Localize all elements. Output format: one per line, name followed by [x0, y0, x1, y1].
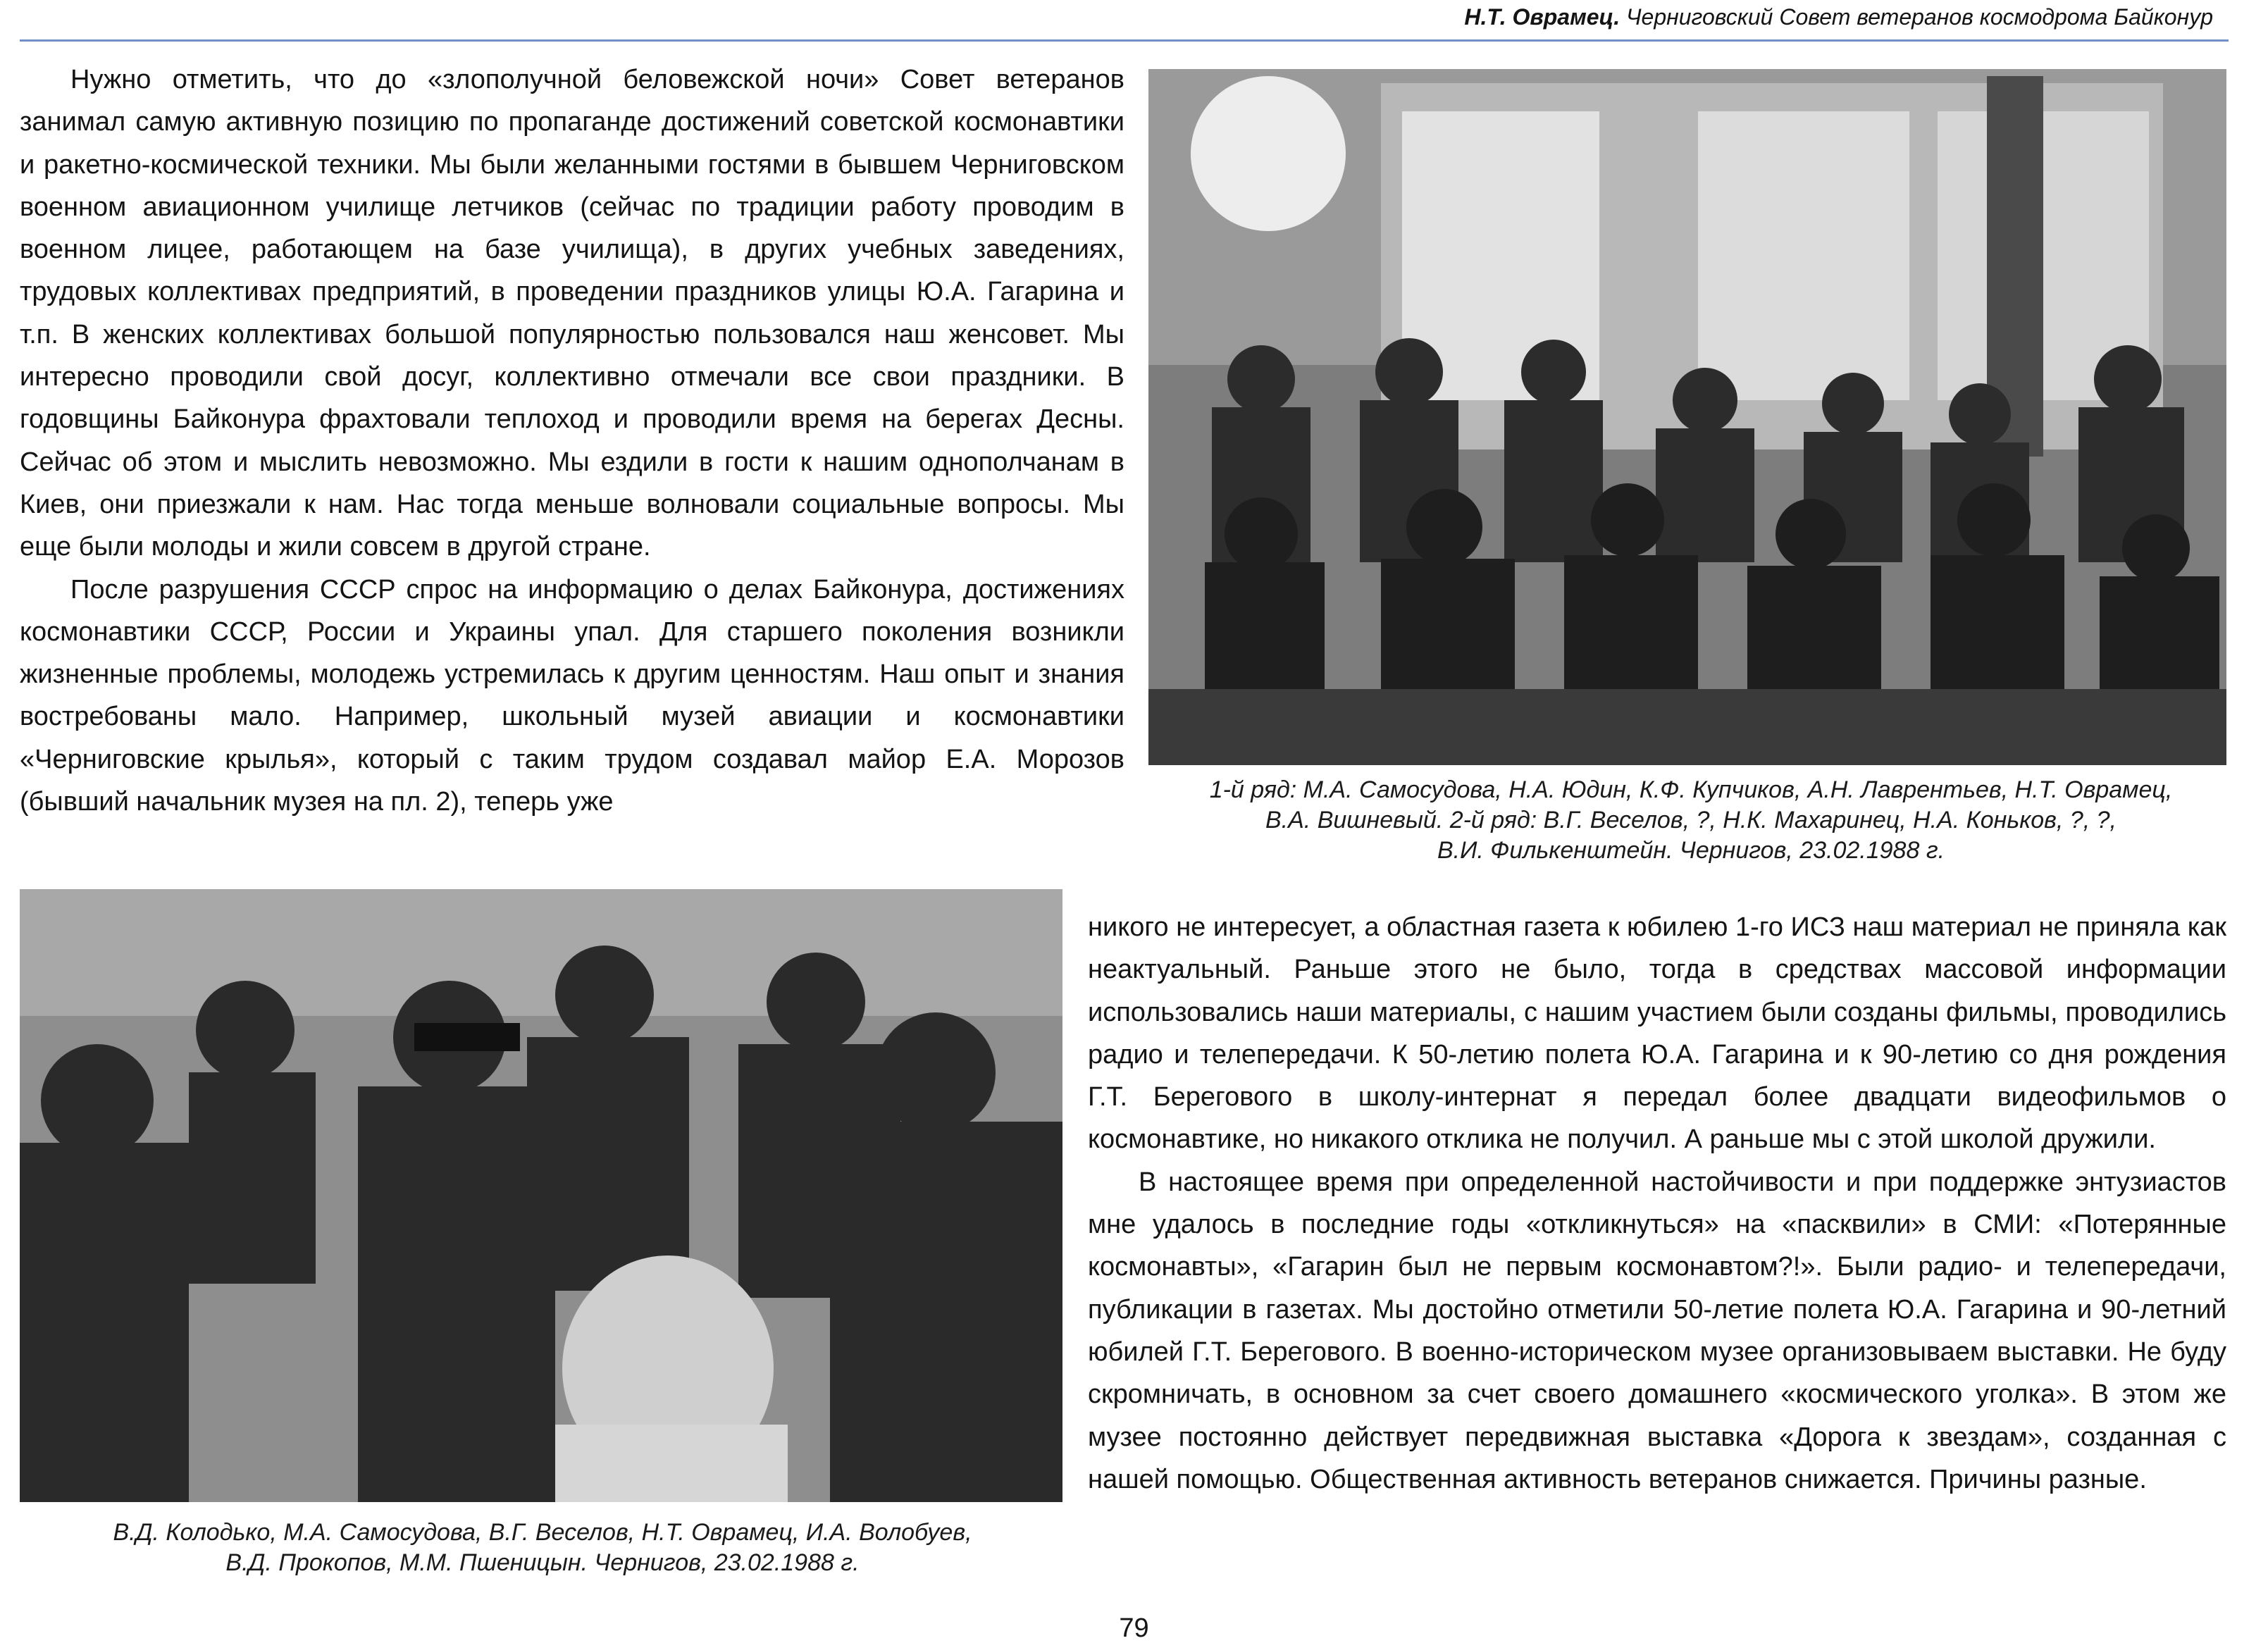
caption-2-line-1: В.Д. Колодько, М.А. Самосудова, В.Г. Веселов, Н.Т. Оврамец, И.А. Волобуев, — [113, 1519, 972, 1546]
photo-group-portrait-caption — [1141, 775, 2241, 866]
caption-2-line-2: В.Д. Прокопов, М.М. Пшеницын. Чернигов, 23.02.1988 г. — [225, 1549, 860, 1576]
running-header — [20, 0, 2229, 42]
paragraph-2-start: После разрушения СССР спрос на информацию о делах Байконура, достижениях космонавтики СССР, России и Украины упал. Для старшего поколения возникли жизненные проблемы, молодежь устремилась к другим ценностям. Наш опыт и знания востребованы мало. Например, школьный музей авиации и космонавтики «Черниговские крылья», который с таким трудом создавал майор Е.А. Морозов (бывший начальник музея на пл. 2), теперь уже — [20, 574, 1124, 817]
header-author: Н.Т. Оврамец. — [1464, 4, 1621, 30]
photo-seated-audience-image — [20, 889, 1062, 1502]
text-column-top-left — [20, 58, 1124, 823]
photo-group-portrait — [1148, 69, 2226, 765]
page-number: 79 — [1119, 1613, 1149, 1643]
paragraph-3: В настоящее время при определенной настойчивости и при поддержке энтузиастов мне удалось в последние годы «откликнуться» на «пасквили» в СМИ: «Потерянные космонавты», «Гагарин был не первым космонавтом?!». Были радио- и телепередачи, публикации в газетах. Мы достойно отметили 50-летие полета Ю.А. Гагарина и 90-летний юбилей Г.Т. Берегового. В военно-историческом музее организовываем выставки. Не буду скромничать, в основном за счет своего домашнего «космического уголка». В этом же музее постоянно действует передвижная выставка «Дорога к звездам», созданная с нашей помощью. Общественная активность ветеранов снижается. Причины разные. — [1088, 1167, 2226, 1494]
caption-1-line-1: 1-й ряд: М.А. Самосудова, Н.А. Юдин, К.Ф. Купчиков, А.Н. Лаврентьев, Н.Т. Оврамец, — [1209, 776, 2173, 803]
paragraph-2-continued: никого не интересует, а областная газета к юбилею 1-го ИСЗ наш материал не приняла как неактуальный. Раньше этого не было, тогда в средствах массовой информации использовались наши материалы, с нашим участием были созданы фильмы, проводились радио и телепередачи. К 50-летию полета Ю.А. Гагарина и к 90-летию со дня рождения Г.Т. Берегового в школу-интернат я передал более двадцати видеофильмов о космонавтике, но никакого отклика не получил. А раньше мы с этой школой дружили. — [1088, 912, 2226, 1155]
photo-seated-audience — [20, 889, 1062, 1502]
paragraph-1: Нужно отметить, что до «злополучной беловежской ночи» Совет ветеранов занимал самую активную позицию по пропаганде достижений советской космонавтики и ракетно-космической техники. Мы были желанными гостями в бывшем Черниговском военном авиационном училище летчиков (сейчас по традиции работу проводим в военном лицее, работающем на базе училища), в других учебных заведениях, трудовых коллективах предприятий, в проведении праздников улицы Ю.А. Гагарина и т.п. В женских коллективах большой популярностью пользовался наш женсовет. Мы интересно проводили свой досуг, коллективно отмечали все свои праздники. В годовщины Байконура фрахтовали теплоход и проводили время на берегах Десны. Сейчас об этом и мыслить невозможно. Мы ездили в гости к нашим однополчанам в Киев, они приезжали к нам. Нас тогда меньше волновали социальные вопросы. Мы еще были молоды и жили совсем в другой стране. — [20, 65, 1124, 562]
photo-seated-audience-caption — [14, 1518, 1071, 1578]
text-column-bottom-right — [1088, 906, 2226, 1501]
header-title: Черниговский Совет ветеранов космодрома Байконур — [1625, 4, 2213, 30]
caption-1-line-3: В.И. Филькенштейн. Чернигов, 23.02.1988 г. — [1437, 837, 1945, 864]
caption-1-line-2: В.А. Вишневый. 2-й ряд: В.Г. Веселов, ?, Н.К. Махаринец, Н.А. Коньков, ?, ?, — [1265, 807, 2117, 833]
header-text — [1464, 4, 2213, 30]
photo-group-portrait-image — [1148, 69, 2226, 765]
